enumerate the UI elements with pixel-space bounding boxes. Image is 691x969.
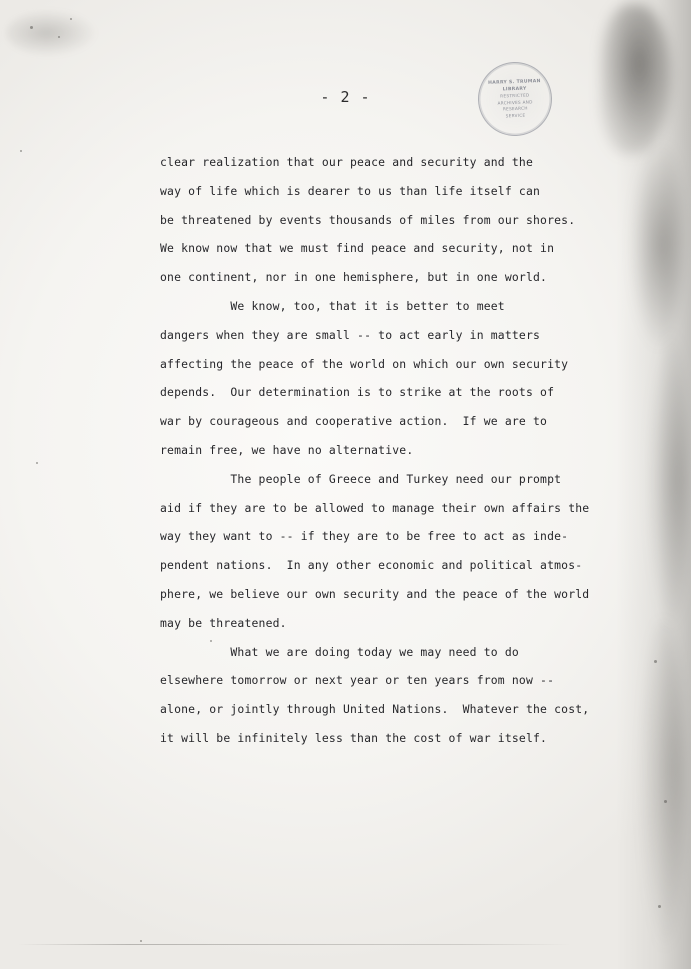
text-line: We know now that we must find peace and security, not in bbox=[160, 241, 555, 256]
paragraph-2 bbox=[160, 292, 612, 465]
paragraph-4 bbox=[160, 638, 612, 753]
text-line: one continent, nor in one hemisphere, but in one world. bbox=[160, 270, 548, 285]
text-line: alone, or jointly through United Nations. Whatever the cost, bbox=[160, 702, 590, 717]
archive-stamp-line-4: RESEARCH bbox=[502, 105, 528, 112]
text-line: phere, we believe our own security and the peace of the world bbox=[160, 586, 590, 601]
text-line: be threatened by events thousands of miles from our shores. bbox=[160, 212, 576, 227]
text-line: way they want to -- if they are to be free to act as inde- bbox=[160, 529, 569, 544]
text-line: it will be infinitely less than the cost of war itself. bbox=[160, 730, 548, 745]
archive-stamp-line-5: SERVICE bbox=[505, 112, 526, 118]
text-line: pendent nations. In any other economic and political atmos- bbox=[160, 558, 583, 573]
text-line: clear realization that our peace and security and the bbox=[160, 155, 533, 169]
page-number: - 2 - bbox=[320, 88, 371, 106]
text-line: remain free, we have no alternative. bbox=[160, 442, 414, 457]
paragraph-1 bbox=[160, 148, 612, 292]
archive-stamp-line-3: ARCHIVES AND bbox=[497, 98, 533, 106]
paragraph-3 bbox=[160, 465, 612, 638]
text-line: may be threatened. bbox=[160, 615, 287, 630]
archive-stamp-line-2: RESTRICTED bbox=[500, 92, 530, 99]
text-line: war by courageous and cooperative action. If we are to bbox=[160, 414, 548, 429]
archive-stamp-line-1: HARRY S. TRUMAN LIBRARY bbox=[488, 78, 541, 93]
text-line: aid if they are to be allowed to manage their own affairs the bbox=[160, 500, 590, 515]
text-line: elsewhere tomorrow or next year or ten years from now -- bbox=[160, 673, 555, 688]
document-body bbox=[160, 148, 612, 753]
text-line: affecting the peace of the world on which our own security bbox=[160, 356, 569, 371]
text-line: dangers when they are small -- to act early in matters bbox=[160, 327, 541, 342]
text-line: We know, too, that it is better to meet bbox=[160, 298, 505, 313]
text-line: What we are doing today we may need to do bbox=[160, 644, 519, 659]
text-line: depends. Our determination is to strike at the roots of bbox=[160, 385, 555, 400]
text-line: The people of Greece and Turkey need our prompt bbox=[160, 471, 562, 486]
text-line: way of life which is dearer to us than life itself can bbox=[160, 183, 541, 198]
